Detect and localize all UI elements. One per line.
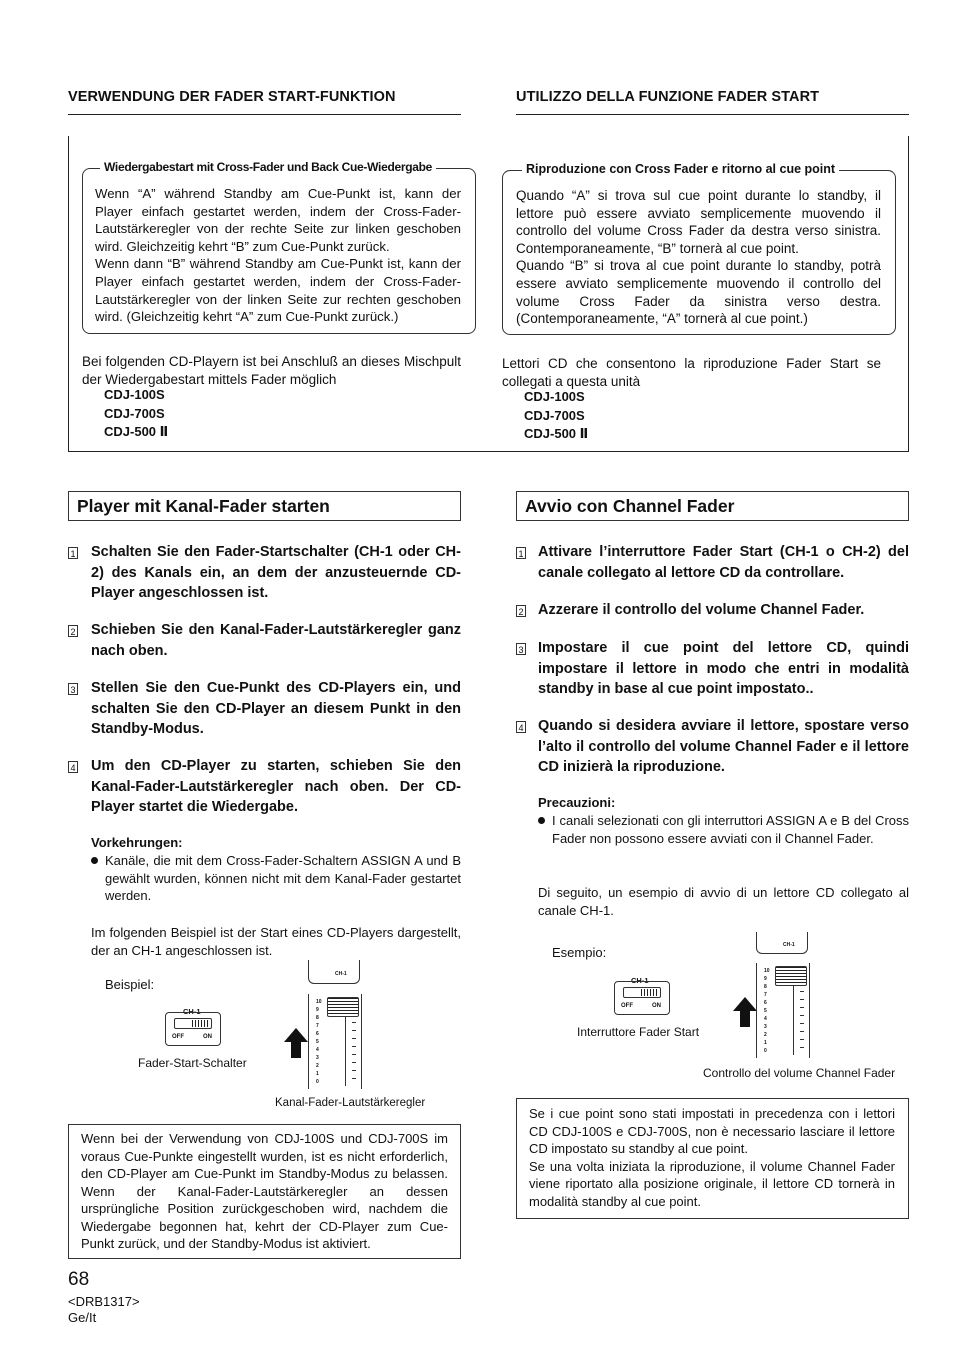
fader-start-switch[interactable] xyxy=(614,981,670,1015)
compat-models-it xyxy=(524,388,588,444)
fader-scale xyxy=(316,998,324,1086)
precautions-title-de: Vorkehrungen: xyxy=(91,835,183,850)
step-number-4-it: 4 xyxy=(516,721,526,733)
scale-tick: 4 xyxy=(764,1016,767,1022)
crossfader-text-b-it: Quando “B” si trova al cue point durante lo standby, potrà essere avviato semplicemente muovendo il controllo del volume Cross Fader da sinistra verso destra. (Contemporaneamente, “A” tornerà al cue point.) xyxy=(516,258,881,327)
note-text-de: Wenn bei der Verwendung von CDJ-100S und CDJ-700S im voraus Cue-Punkte eingestellt wurden, ist es nicht erforderlich, den CD-Player am Cue-Punkt im Standby-Modus zu belassen. Wenn der Kanal-Fader-Lautstärkeregler an dessen ursprüngliche Position zurückgeschoben wird, nachdem die Wiedergabe begonnen hat, kehrt der CD-Player zum Cue-Punkt zurück, und der Standby-Modus ist aktiviert. xyxy=(81,1131,448,1251)
step-1-de: Schalten Sie den Fader-Startschalter (CH-1 oder CH-2) des Kanals ein, an dem der anzusteuernde CD-Player angeschlossen ist. xyxy=(91,544,461,601)
heading-rule-de xyxy=(68,114,461,115)
note-text-it xyxy=(529,1105,895,1210)
step-3-it: Impostare il cue point del lettore CD, quindi impostare il lettore in modo che entri in modalità standby in base al cue point impostato.. xyxy=(538,640,909,697)
crossfader-box-text-it xyxy=(516,187,881,328)
switch-ch-label: CH-1 xyxy=(631,976,649,985)
switch-knob xyxy=(641,989,659,996)
crossfader-text-b-de: Wenn dann “B” während Standby am Cue-Punkt ist, kann der Player einfach gestartet werden, indem der Cross-Fader-Lautstärkeregler von der linken Seite zur rechten geschoben wird. (Gleichzeitig kehrt “A” zum Cue-Punkt zurück.) xyxy=(95,256,461,325)
fader-knob xyxy=(327,997,359,1017)
fader-top-cap xyxy=(308,960,360,984)
section-title-de: Player mit Kanal-Fader starten xyxy=(68,491,461,521)
precaution-text-it: I canali selezionati con gli interruttori ASSIGN A e B del Cross Fader non possono essere avviati con il Channel Fader. xyxy=(552,813,909,846)
scale-tick: 10 xyxy=(764,968,770,974)
model-item: CDJ-500 Ⅱ xyxy=(524,426,589,441)
step-number-3-it: 3 xyxy=(516,643,526,655)
fader-caption-it: Controllo del volume Channel Fader xyxy=(703,1066,896,1080)
scale-tick: 6 xyxy=(316,1031,319,1037)
bullet-icon xyxy=(538,817,545,824)
step-2-de: Schieben Sie den Kanal-Fader-Lautstärkeregler ganz nach oben. xyxy=(91,622,461,659)
page-number: 68 xyxy=(68,1269,90,1290)
switch-on-label: ON xyxy=(203,1034,212,1040)
fader-ch-label: CH-1 xyxy=(783,942,795,948)
scale-tick: 0 xyxy=(764,1048,767,1054)
up-arrow-icon xyxy=(284,1028,308,1058)
scale-tick: 8 xyxy=(764,984,767,990)
switch-off-label: OFF xyxy=(621,1003,633,1009)
example-label-it: Esempio: xyxy=(552,945,607,960)
switch-off-label: OFF xyxy=(172,1034,184,1040)
doc-code: <DRB1317> xyxy=(68,1294,140,1309)
crossfader-box-text-de xyxy=(95,185,461,326)
fader-start-heading-it: UTILIZZO DELLA FUNZIONE FADER START xyxy=(516,89,820,105)
fader-ch-label: CH-1 xyxy=(335,971,347,977)
language-code: Ge/It xyxy=(68,1310,97,1325)
scale-tick: 7 xyxy=(316,1023,319,1029)
crossfader-box-title-de: Wiedergabestart mit Cross-Fader und Back Cue-Wiedergabe xyxy=(100,160,436,174)
scale-tick: 7 xyxy=(764,992,767,998)
model-item: CDJ-100S xyxy=(104,387,165,402)
fader-caption-de: Kanal-Fader-Lautstärkeregler xyxy=(275,1097,426,1109)
example-intro-de: Im folgenden Beispiel ist der Start eines CD-Players dargestellt, der an CH-1 angeschlossen ist. xyxy=(91,925,461,958)
note-text-a-it: Se i cue point sono stati impostati in precedenza con i lettori CD CDJ-100S e CDJ-700S, non è necessario lasciare il lettore CD impostato su standby al cue point. xyxy=(529,1106,895,1156)
example-intro-it: Di seguito, un esempio di avvio di un lettore CD collegato al canale CH-1. xyxy=(538,885,909,918)
compat-text-de: Bei folgenden CD-Playern ist bei Anschluß an dieses Mischpult der Wiedergabestart mittels Fader möglich xyxy=(82,354,461,387)
step-3-de: Stellen Sie den Cue-Punkt des CD-Players ein, und schalten Sie den CD-Player an diesem Punkt in den Standby-Modus. xyxy=(91,680,461,737)
fader-top-cap xyxy=(756,932,808,954)
frame-right-line xyxy=(908,136,909,451)
scale-tick: 1 xyxy=(316,1071,319,1077)
fader-start-switch[interactable] xyxy=(165,1012,221,1046)
model-item: CDJ-700S xyxy=(524,407,585,423)
step-1-it: Attivare l’interruttore Fader Start (CH-1 o CH-2) del canale collegato al lettore CD da controllare. xyxy=(538,544,909,581)
frame-left-line xyxy=(68,136,69,451)
scale-tick: 2 xyxy=(764,1032,767,1038)
switch-caption-it: Interruttore Fader Start xyxy=(577,1025,700,1039)
switch-on-label: ON xyxy=(652,1003,661,1009)
model-item: CDJ-700S xyxy=(104,405,165,421)
up-arrow-icon xyxy=(733,997,757,1027)
step-number-1-it: 1 xyxy=(516,547,526,559)
frame-bottom-line xyxy=(68,451,909,452)
scale-tick: 0 xyxy=(316,1079,319,1085)
section-title-it: Avvio con Channel Fader xyxy=(516,491,909,521)
compat-models-de xyxy=(104,386,168,442)
scale-tick: 9 xyxy=(764,976,767,982)
precautions-title-it: Precauzioni: xyxy=(538,795,616,810)
step-number-3-de: 3 xyxy=(68,683,78,695)
step-4-it: Quando si desidera avviare il lettore, spostare verso l’alto il controllo del volume Channel Fader e il lettore CD inizierà la riproduzione. xyxy=(538,718,909,775)
scale-tick: 8 xyxy=(316,1015,319,1021)
note-text-b-it: Se una volta iniziata la riproduzione, il volume Channel Fader viene riportato alla posizione originale, il lettore CD tornerà in modalità standby al cue point. xyxy=(529,1158,895,1209)
scale-tick: 10 xyxy=(316,999,322,1005)
channel-fader[interactable] xyxy=(308,994,362,1089)
fader-scale xyxy=(764,967,772,1055)
scale-tick: 3 xyxy=(764,1024,767,1030)
crossfader-text-a-it: Quando “A” si trova sul cue point durante lo standby, il lettore può essere avviato semplicemente muovendo il controllo del volume Cross Fader da destra verso sinistra. Contemporaneamente, “B” tornerà al cue point. xyxy=(516,188,881,256)
step-number-1-de: 1 xyxy=(68,547,78,559)
step-number-4-de: 4 xyxy=(68,761,78,773)
channel-fader[interactable] xyxy=(756,963,810,1058)
scale-tick: 6 xyxy=(764,1000,767,1006)
crossfader-text-a-de: Wenn “A” während Standby am Cue-Punkt ist, kann der Player einfach gestartet werden, indem der Cross-Fader-Lautstärkeregler von der rechte Seite zur linken geschoben wird. Gleichzeitig kehrt “B” zum Cue-Punkt zurück. xyxy=(95,186,461,254)
switch-ch-label: CH-1 xyxy=(183,1007,201,1016)
fader-start-heading-de: VERWENDUNG DER FADER START-FUNKTION xyxy=(68,89,396,105)
scale-tick: 3 xyxy=(316,1055,319,1061)
crossfader-box-title-it: Riproduzione con Cross Fader e ritorno al cue point xyxy=(522,162,839,176)
step-2-it: Azzerare il controllo del volume Channel Fader. xyxy=(538,602,865,618)
fader-knob xyxy=(775,966,807,986)
scale-tick: 5 xyxy=(764,1008,767,1014)
switch-knob xyxy=(192,1020,210,1027)
switch-caption-de: Fader-Start-Schalter xyxy=(138,1056,247,1070)
scale-tick: 5 xyxy=(316,1039,319,1045)
scale-tick: 9 xyxy=(316,1007,319,1013)
model-item: CDJ-100S xyxy=(524,389,585,404)
scale-tick: 1 xyxy=(764,1040,767,1046)
compat-text-it: Lettori CD che consentono la riproduzione Fader Start se collegati a questa unità xyxy=(502,356,881,389)
precaution-text-de: Kanäle, die mit dem Cross-Fader-Schaltern ASSIGN A und B gewählt wurden, können nicht mit dem Kanal-Fader gestartet werden. xyxy=(105,853,461,903)
step-4-de: Um den CD-Player zu starten, schieben Sie den Kanal-Fader-Lautstärkeregler nach oben. Der CD-Player startet die Wiedergabe. xyxy=(91,758,461,815)
step-number-2-de: 2 xyxy=(68,625,78,637)
model-item: CDJ-500 Ⅱ xyxy=(104,424,169,439)
scale-tick: 4 xyxy=(316,1047,319,1053)
step-number-2-it: 2 xyxy=(516,605,526,617)
heading-rule-it xyxy=(516,114,909,115)
example-label-de: Beispiel: xyxy=(105,977,155,992)
bullet-icon xyxy=(91,857,98,864)
scale-tick: 2 xyxy=(316,1063,319,1069)
